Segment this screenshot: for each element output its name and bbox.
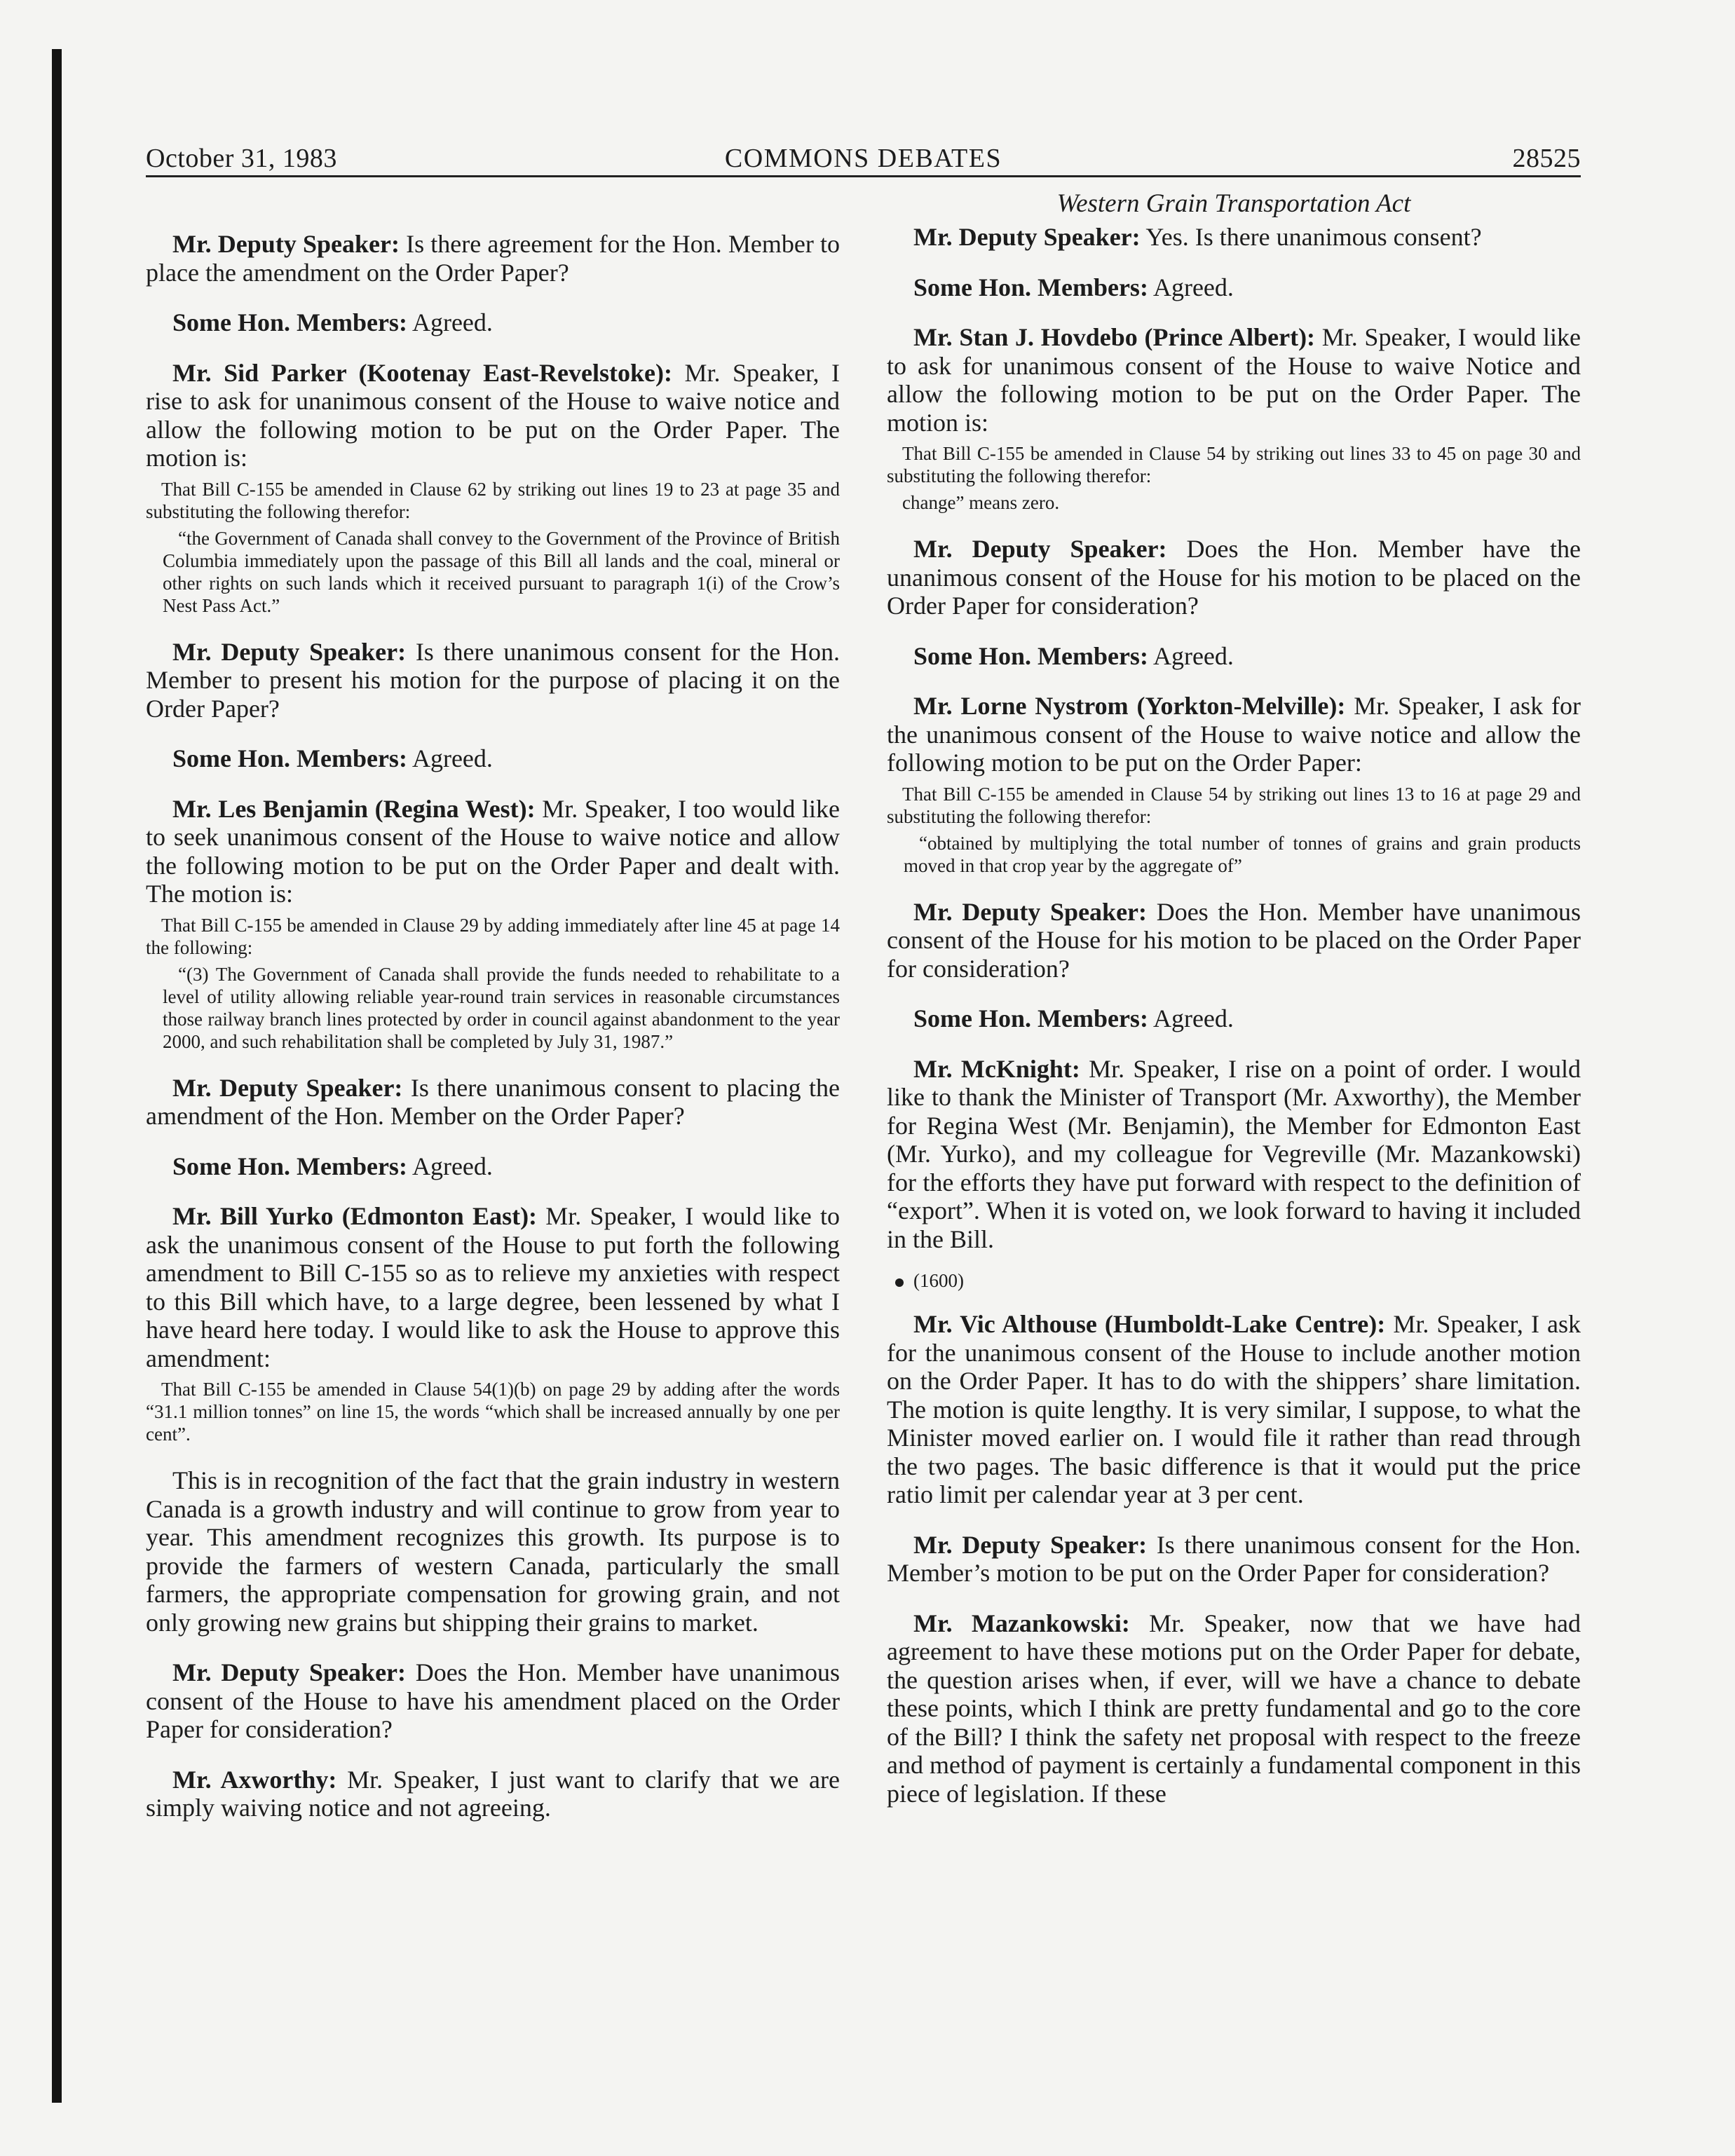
speaker-name: Mr. Deputy Speaker: — [172, 1658, 407, 1686]
speaker-name: Mr. Bill Yurko (Edmonton East): — [172, 1202, 538, 1230]
motion-quote: “obtained by multiplying the total number of tonnes of grains and grain products moved in that crop year by the aggregate of” — [904, 832, 1581, 876]
speech-paragraph — [887, 1609, 1581, 1808]
speech-paragraph — [146, 230, 840, 287]
speech-paragraph — [887, 273, 1581, 302]
speech-paragraph — [887, 898, 1581, 983]
speaker-name: Mr. Mazankowski: — [913, 1609, 1130, 1637]
speaker-name: Mr. Deputy Speaker: — [913, 897, 1148, 926]
speaker-name: Mr. Deputy Speaker: — [172, 637, 407, 666]
motion-text: That Bill C-155 be amended in Clause 54 by striking out lines 33 to 45 on page 30 and substituting the following therefor: — [887, 443, 1581, 486]
speaker-name: Mr. Deputy Speaker: — [913, 223, 1141, 251]
speech-text: Agreed. — [1148, 273, 1234, 301]
speech-paragraph — [146, 1658, 840, 1744]
speaker-name: Some Hon. Members: — [172, 744, 407, 772]
speech-text: Mr. Speaker, I rise to ask for unanimous consent of the House to waive notice and allow the following motion to be put on the Order Paper. The motion is: — [146, 358, 840, 472]
speaker-name: Some Hon. Members: — [913, 273, 1148, 301]
header-date: October 31, 1983 — [146, 144, 337, 173]
motion-text: That Bill C-155 be amended in Clause 54(1)(b) on page 29 by adding after the words “31.1 million tonnes” on line 15, the words “which shall be increased annually by one per cent”. — [146, 1379, 840, 1445]
right-column — [887, 188, 1581, 1829]
speech-text: Mr. Speaker, now that we have had agreement to have these motions put on the Order Paper for debate, the question arises when, if ever, will we have a chance to debate these points, which I think are pretty fundamental and go to the core of the Bill? I think the safety net proposal with respect to the freeze and method of payment is certainly a fundamental component in this piece of legislation. If these — [887, 1609, 1581, 1808]
speaker-name: Mr. Stan J. Hovdebo (Prince Albert): — [913, 323, 1316, 351]
scan-edge-bar — [52, 49, 62, 2103]
speech-text: Mr. Speaker, I rise on a point of order. I would like to thank the Minister of Transport (Mr. Axworthy), the Member for Regina West (Mr. Benjamin), the Member for Edmonton East (Mr. Yurko), and my colleague for Vegreville (Mr. Mazankowski) for the efforts they have put forward with respect to the definition of “export”. When it is voted on, we look forward to having it included in the Bill. — [887, 1054, 1581, 1253]
speech-paragraph — [887, 1531, 1581, 1588]
speech-text: Is there unanimous consent to placing the amendment of the Hon. Member on the Order Paper? — [146, 1073, 840, 1130]
motion-quote: “(3) The Government of Canada shall provide the funds needed to rehabilitate to a level of utility allowing reliable year-round train services in reasonable circumstances those railway branch lines protected by order in council against abandonment to the year 2000, and such rehabilitation shall be completed by July 31, 1987.” — [163, 963, 840, 1052]
speaker-name: Mr. Sid Parker (Kootenay East-Revelstoke): — [172, 358, 672, 387]
speech-paragraph — [146, 795, 840, 908]
speech-paragraph — [146, 638, 840, 723]
motion-text: That Bill C-155 be amended in Clause 62 by striking out lines 19 to 23 at page 35 and substituting the following therefor: — [146, 478, 840, 522]
speech-text: Agreed. — [407, 308, 493, 336]
motion-quote: “the Government of Canada shall convey to the Government of the Province of British Columbia immediately upon the passage of this Bill all lands and the coal, mineral or other rights on such lands which it received pursuant to paragraph 1(i) of the Crow’s Nest Pass Act.” — [163, 527, 840, 616]
speech-text: Agreed. — [1148, 641, 1234, 670]
speech-text: Is there unanimous consent for the Hon. Member’s motion to be put on the Order Paper for consideration? — [887, 1530, 1581, 1587]
speaker-name: Mr. McKnight: — [913, 1054, 1080, 1083]
speech-paragraph — [887, 1310, 1581, 1509]
running-head: Western Grain Transportation Act — [1056, 189, 1411, 218]
speaker-name: Mr. Lorne Nystrom (Yorkton-Melville): — [913, 692, 1346, 720]
speaker-name: Mr. Axworthy: — [172, 1765, 337, 1794]
speaker-name: Mr. Vic Althouse (Humboldt-Lake Centre): — [913, 1310, 1386, 1338]
speaker-name: Some Hon. Members: — [172, 308, 407, 336]
speaker-name: Mr. Deputy Speaker: — [172, 230, 400, 258]
speech-text: Is there agreement for the Hon. Member to place the amendment on the Order Paper? — [146, 230, 840, 287]
time-marker-text: (1600) — [913, 1270, 964, 1291]
speech-text: Mr. Speaker, I ask for the unanimous consent of the House to waive notice and allow the following motion to be put on the Order Paper: — [887, 692, 1581, 777]
speech-paragraph — [887, 692, 1581, 777]
speech-paragraph — [887, 642, 1581, 671]
speech-text: Does the Hon. Member have unanimous consent of the House to have his amendment placed on the Order Paper for consideration? — [146, 1658, 840, 1743]
speech-text: Agreed. — [407, 744, 493, 772]
motion-quote: change” means zero. — [902, 492, 1060, 513]
speech-paragraph — [146, 359, 840, 472]
speech-paragraph — [887, 223, 1581, 252]
journal-title: COMMONS DEBATES — [724, 144, 1002, 173]
speaker-name: Mr. Deputy Speaker: — [172, 1073, 403, 1102]
speech-paragraph — [146, 1152, 840, 1181]
speaker-name: Mr. Les Benjamin (Regina West): — [172, 794, 536, 823]
speech-paragraph: This is in recognition of the fact that the grain industry in western Canada is a growth industry and will continue to grow from year to year. This amendment recognizes this growth. Its purpose is to provide the farmers of western Canada, particularly the small farmers, the appropriate compensation for growing grain, and not only growing new grains but shipping their grains to market. — [146, 1466, 840, 1637]
speech-paragraph — [146, 1766, 840, 1822]
speech-text: Mr. Speaker, I too would like to seek unanimous consent of the House to waive notice and allow the following motion to be put on the Order Paper and dealt with. The motion is: — [146, 794, 841, 908]
bullet-icon — [895, 1278, 904, 1287]
speech-paragraph — [887, 1055, 1581, 1254]
speech-text: Does the Hon. Member have unanimous consent of the House for his motion to be placed on the Order Paper for consideration? — [887, 897, 1581, 983]
speech-text: Mr. Speaker, I would like to ask for unanimous consent of the House to waive Notice and allow the following motion to be put on the Order Paper. The motion is: — [887, 323, 1581, 437]
speech-text: Mr. Speaker, I would like to ask the unanimous consent of the House to put forth the following amendment to Bill C-155 so as to relieve my anxieties with respect to this Bill which have, to a large degree, been lessened by what I have heard here today. I would like to ask the House to approve this amendment: — [146, 1202, 840, 1372]
speaker-name: Mr. Deputy Speaker: — [913, 1530, 1148, 1559]
speaker-name: Mr. Deputy Speaker: — [913, 535, 1167, 563]
page — [146, 0, 1581, 2156]
speech-text: Yes. Is there unanimous consent? — [1140, 223, 1482, 251]
motion-text: That Bill C-155 be amended in Clause 29 by adding immediately after line 45 at page 14 the following: — [146, 914, 840, 958]
speech-paragraph — [887, 1004, 1581, 1033]
speech-paragraph — [146, 308, 840, 337]
header-rule — [146, 175, 1581, 177]
speech-text: Agreed. — [1148, 1004, 1234, 1032]
speaker-name: Some Hon. Members: — [913, 641, 1148, 670]
speaker-name: Some Hon. Members: — [913, 1004, 1148, 1032]
speech-text: Agreed. — [407, 1152, 493, 1180]
left-column — [146, 188, 840, 1844]
time-marker — [895, 1269, 1581, 1292]
speech-text: Does the Hon. Member have the unanimous consent of the House for his motion to be placed on the Order Paper for consideration? — [887, 535, 1581, 620]
speech-paragraph — [146, 1202, 840, 1372]
speaker-name: Some Hon. Members: — [172, 1152, 407, 1180]
speech-text: Is there unanimous consent for the Hon. Member to present his motion for the purpose of placing it on the Order Paper? — [146, 637, 840, 723]
speech-paragraph — [887, 535, 1581, 620]
speech-paragraph — [887, 323, 1581, 437]
speech-paragraph — [146, 1074, 840, 1131]
speech-text: Mr. Speaker, I ask for the unanimous consent of the House to include another motion on the Order Paper. It has to do with the shippers’ share limitation. The motion is quite lengthy. It is very similar, I suppose, to what the Minister moved earlier on. I would file it rather than read through the two pages. The basic difference is that it would put the price ratio limit per calendar year at 3 per cent. — [887, 1310, 1581, 1508]
speech-text: Mr. Speaker, I just want to clarify that we are simply waiving notice and not agreeing. — [146, 1765, 841, 1822]
page-number: 28525 — [1512, 144, 1581, 173]
speech-paragraph — [146, 744, 840, 773]
motion-text: That Bill C-155 be amended in Clause 54 by striking out lines 13 to 16 at page 29 and substituting the following therefor: — [887, 783, 1581, 827]
